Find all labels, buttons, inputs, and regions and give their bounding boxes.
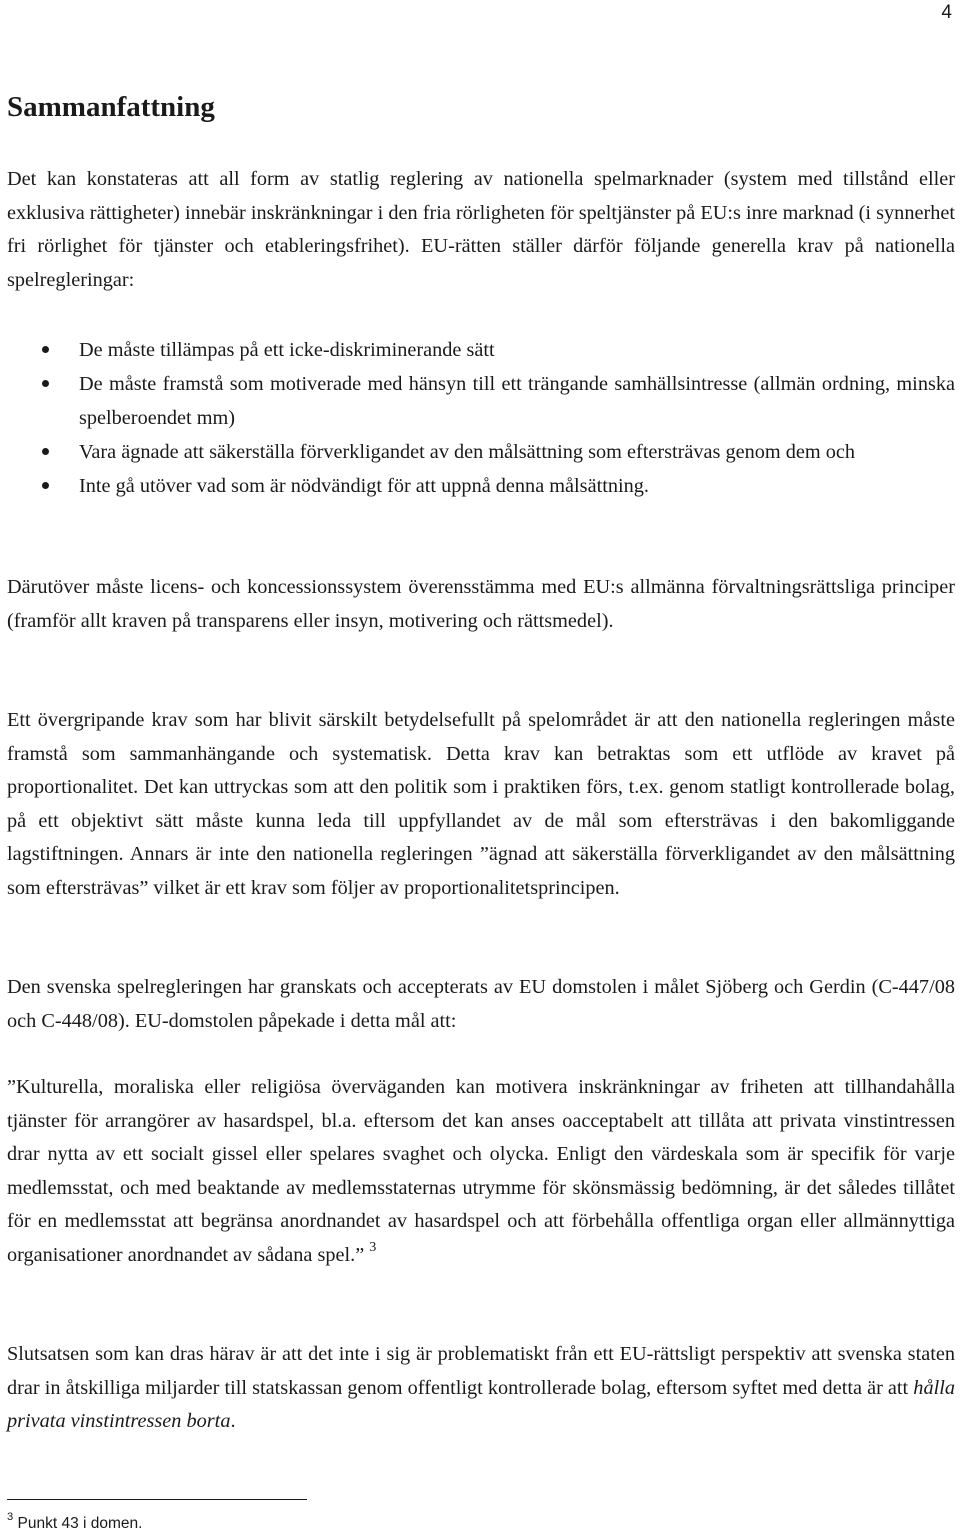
conclusion-emphasis: hålla privata vinstintressen borta: [7, 1376, 955, 1432]
footnote-text: Punkt 43 i domen.: [17, 1515, 143, 1532]
list-item: [0, 435, 955, 469]
list-item: [0, 333, 955, 367]
bullet-icon: [42, 346, 49, 353]
page-number: 4: [941, 2, 952, 23]
quote-text: ”Kulturella, moraliska eller religiösa överväganden kan motivera inskränkningar av friheten att tillhandahålla tjänster för arrangörer av hasardspel, bl.a. eftersom det kan anses oacceptabelt att tillåta att privata vinstintressen drar nytta av ett socialt gissel eller spelares svaghet och olycka. Enligt den värdeskala som är specifik för varje medlemsstat, och med beaktande av medlemsstaternas utrymme för skönsmässig bedömning, är det således tillåtet för en medlemsstat att begränsa anordnandet av hasardspel och att förbehålla offentliga organ eller allmännyttiga organisationer anordnandet av sådana spel.”: [7, 1076, 955, 1266]
list-item-text: De måste framstå som motiverade med hänsyn till ett trängande samhällsintresse (allmän ordning, minska spelberoendet mm): [79, 373, 955, 429]
conclusion-end: .: [230, 1410, 236, 1432]
bullet-icon: [42, 380, 49, 387]
consistency-paragraph: Ett övergripande krav som har blivit särskilt betydelsefullt på spelområdet är att den nationella regleringen måste framstå som sammanhängande och systematisk. Detta krav kan betraktas som ett utflöde av kravet på proportionalitet. Det kan uttryckas som att den politik som i praktiken förs, t.ex. genom statligt kontrollerade bolag, på ett objektivt sätt måste kunna leda till uppfyllandet av de mål som eftersträvas i den bakomliggande lagstiftningen. Annars är inte den nationella regleringen ”ägnad att säkerställa förverkligandet av den målsättning som eftersträvas” vilket är ett krav som följer av proportionalitetsprincipen.: [7, 709, 955, 899]
list-item: [0, 367, 955, 435]
footnote-divider: [7, 1499, 307, 1500]
licensing-paragraph: Därutöver måste licens- och koncessionssystem överensstämma med EU:s allmänna förvaltningsrättsliga principer (framför allt kraven på transparens eller insyn, motivering och rättsmedel).: [7, 576, 955, 632]
bullet-icon: [42, 482, 49, 489]
footnote-marker: 3: [7, 1511, 14, 1524]
list-item: [0, 469, 955, 503]
bullet-icon: [42, 448, 49, 455]
court-quote: [7, 1071, 955, 1272]
list-item-text: De måste tillämpas på ett icke-diskriminerande sätt: [79, 339, 495, 361]
footnote: [7, 1513, 142, 1535]
swedish-regulation-paragraph: Den svenska spelregleringen har granskats och accepterats av EU domstolen i målet Sjöberg och Gerdin (C-447/08 och C-448/08). EU-domstolen påpekade i detta mål att:: [7, 976, 955, 1032]
list-item-text: Inte gå utöver vad som är nödvändigt för att uppnå denna målsättning.: [79, 475, 649, 497]
conclusion-text: Slutsatsen som kan dras härav är att det inte i sig är problematiskt från ett EU-rättsligt perspektiv att svenska staten drar in åtskilliga miljarder till statskassan genom offentligt kontrollerade bolag, eftersom syftet med detta är att: [7, 1343, 955, 1399]
intro-paragraph: Det kan konstateras att all form av statlig reglering av nationella spelmarknader (system med tillstånd eller exklusiva rättigheter) innebär inskränkningar i den fria rörligheten för speltjänster på EU:s inre marknad (i synnerhet fri rörlighet för tjänster och etableringsfrihet). EU-rätten ställer därför följande generella krav på nationella spelregleringar:: [7, 168, 955, 291]
footnote-reference[interactable]: 3: [369, 1238, 377, 1254]
section-heading: Sammanfattning: [7, 91, 215, 123]
list-item-text: Vara ägnade att säkerställa förverkligandet av den målsättning som eftersträvas genom dem och: [79, 441, 856, 463]
conclusion-paragraph: [7, 1338, 955, 1439]
requirements-list: [0, 333, 955, 503]
